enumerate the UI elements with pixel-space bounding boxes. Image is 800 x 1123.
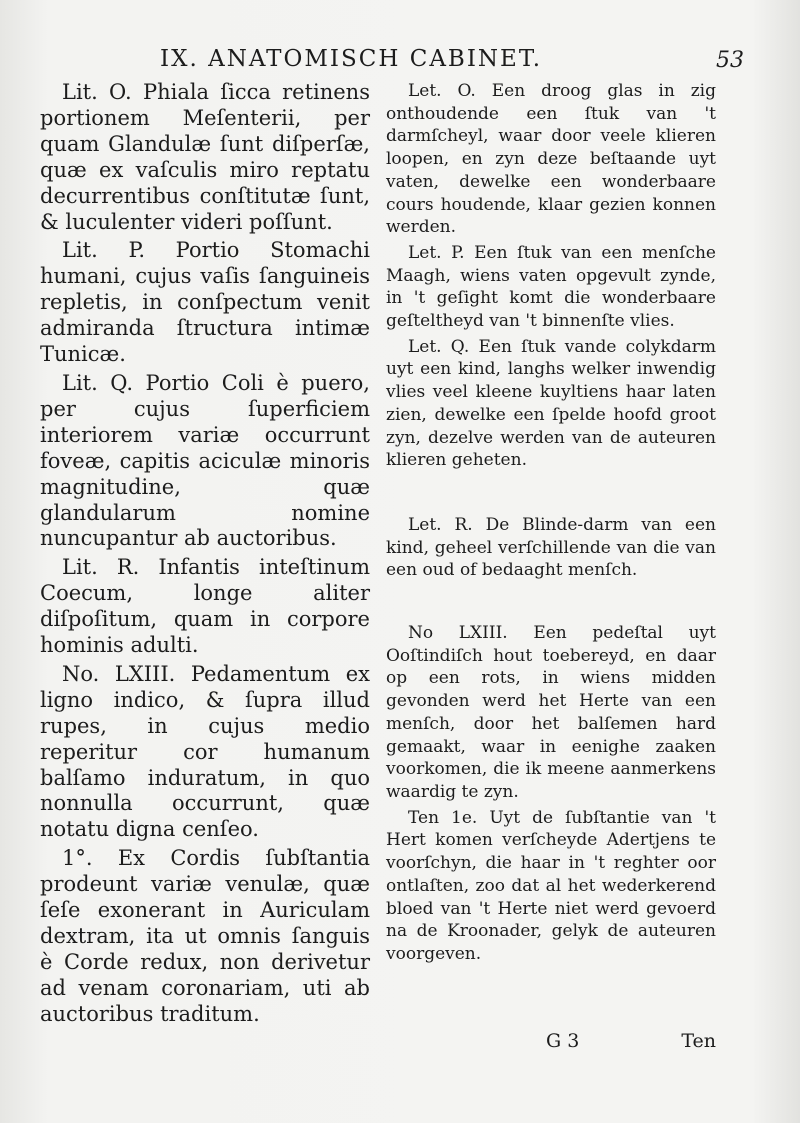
- dutch-column: [386, 80, 716, 969]
- latin-paragraph-r: Lit. R. Infantis inteſtinum Coecum, longe aliter diſpoſitum, quam in corpore hominis adulti.: [40, 555, 370, 658]
- dutch-paragraph-lxiii: No LXIII. Een pedeſtal uyt Ooſtindiſch hout toebereyd, en daar op een rots, in wiens midden gevonden werd het Herte van een menſch, door het balſemen hard gemaakt, waar in eenighe zaaken voorkomen, die ik meene aanmerkens waardig te zyn.: [386, 623, 716, 802]
- latin-paragraph-q: Lit. Q. Portio Coli è puero, per cujus ſuperficiem interiorem variæ occurrunt foveæ, capitis aciculæ minoris magnitudine, quæ glandularum nomine nuncupantur ab auctoribus.: [40, 370, 370, 551]
- dutch-paragraph-q: Let. Q. Een ſtuk vande colykdarm uyt een kind, langhs welker inwendig vlies veel kleene kuyltiens haar laten zien, dewelke een ſpelde hoofd groot zyn, dezelve werden van de auteuren klieren geheten.: [386, 336, 716, 471]
- catchword: Ten: [681, 1030, 716, 1052]
- dutch-paragraph-p: Let. P. Een ſtuk van een menſche Maagh, wiens vaten opgevult zynde, in 't geſight komt die wonderbaare geſteltheyd van 't binnenſte vlies.: [386, 242, 716, 332]
- page-title: IX. ANATOMISCH CABINET.: [160, 46, 543, 72]
- signature-mark: G 3: [546, 1030, 580, 1052]
- latin-paragraph-p: Lit. P. Portio Stomachi humani, cujus vaſis ſanguineis repletis, in conſpectum venit admiranda ſtructura intimæ Tunicæ.: [40, 238, 370, 367]
- page-footer: [386, 1030, 716, 1060]
- latin-paragraph-lxiii: No. LXIII. Pedamentum ex ligno indico, & ſupra illud rupes, in cujus medio reperitur cor humanum balſamo induratum, in quo nonnulla occurrunt, quæ notatu digna cenſeo.: [40, 661, 370, 842]
- latin-column: [40, 80, 370, 1028]
- running-header: [150, 46, 750, 80]
- latin-paragraph-first-point: 1°. Ex Cordis ſubſtantia prodeunt variæ venulæ, quæ ſeſe exonerant in Auriculam dextram, ita ut omnis ſanguis è Corde redux, non derivetur ad venam coronariam, uti ab auctoribus traditum.: [40, 846, 370, 1026]
- latin-paragraph-o: Lit. O. Phiala ſicca retinens portionem Meſenterii, per quam Glandulæ ſunt diſperſæ, quæ ex vaſculis miro reptatu decurrentibus conſtitutæ ſunt, & luculenter videri poſſunt.: [40, 80, 370, 234]
- dutch-paragraph-first-point: Ten 1e. Uyt de ſubſtantie van 't Hert komen verſcheyde Adertjens te voorſchyn, die haar in 't reghter oor ontlaſten, zoo dat al het wederkerend bloed van 't Herte niet werd gevoerd na de Kroonader, gelyk de auteuren voorgeven.: [386, 807, 716, 964]
- page-number: 53: [716, 48, 744, 73]
- dutch-paragraph-r: Let. R. De Blinde-darm van een kind, geheel verſchillende van die van een oud of bedaaght menſch.: [386, 514, 716, 581]
- dutch-paragraph-o: Let. O. Een droog glas in zig onthoudende een ſtuk van 't darmſcheyl, waar door veele klieren loopen, en zyn deze beſtaande uyt vaten, dewelke een wonderbaare cours houdende, klaar gezien konnen werden.: [386, 81, 716, 238]
